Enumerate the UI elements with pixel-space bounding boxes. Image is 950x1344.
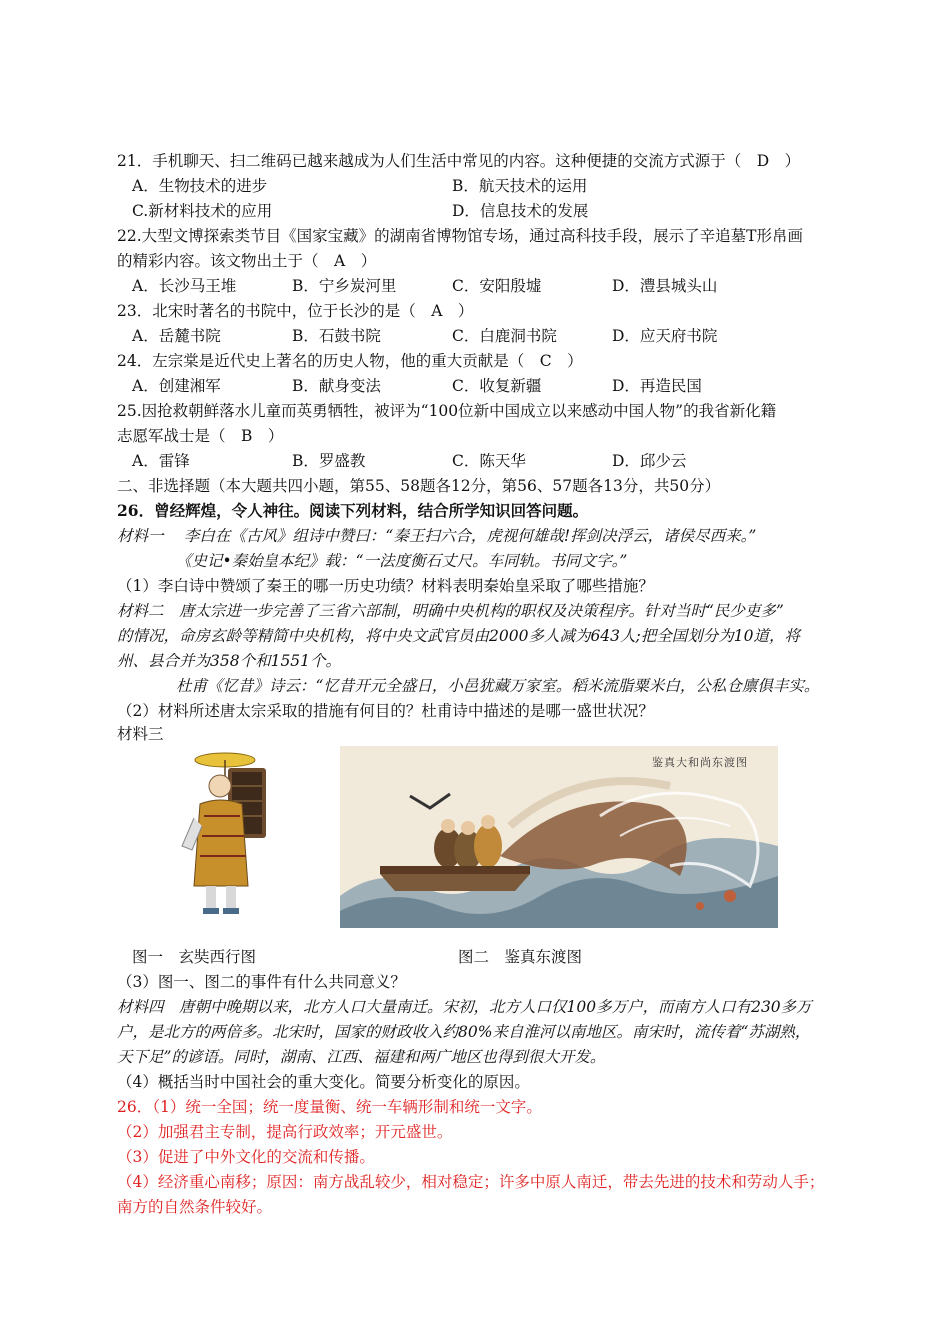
material-3-label: 材料三 [117,725,164,743]
q22-option-b: B．宁乡炭河里 [292,277,397,295]
figure-xuanzang-image [170,746,290,926]
material-1-line2: 《史记•秦始皇本纪》载：“一法度衡石丈尺。车同轨。书同文字。” [176,552,628,570]
q25-option-d: D．邱少云 [612,452,687,470]
q25-option-c: C．陈天华 [452,452,526,470]
q23-option-b: B．石鼓书院 [292,327,381,345]
material-2-line1: 材料二 唐太宗进一步完善了三省六部制，明确中央机构的职权及决策程序。针对当时“民少吏多” [117,602,784,620]
q22-option-a: A．长沙马王堆 [132,277,237,295]
q21-option-d: D．信息技术的发展 [452,202,589,220]
q24-option-d: D．再造民国 [612,377,702,395]
material-4-line1: 材料四 唐朝中晚期以来，北方人口大量南迁。宋初，北方人口仅100多万户，而南方人口有230多万 [117,998,812,1016]
q24-option-c: C．收复新疆 [452,377,542,395]
q26-sub3: （3）图一、图二的事件有什么共同意义？ [117,973,406,991]
answer-4-line2: 南方的自然条件较好。 [117,1198,273,1216]
figure-jianzhen-image [340,746,778,928]
material-2-line3: 州、县合并为358个和1551个。 [117,652,342,670]
material-2-line2: 的情况，命房玄龄等精简中央机构，将中央文武官员由2000多人减为643人;把全国划分为10道，将 [117,627,800,645]
material-2-poem: 杜甫《忆昔》诗云：“忆昔开元全盛日，小邑犹藏万家室。稻米流脂粟米白，公私仓廪俱丰实。 [176,677,820,695]
answer-2: （2）加强君主专制，提高行政效率；开元盛世。 [117,1123,453,1141]
q26-sub4: （4）概括当时中国社会的重大变化。简要分析变化的原因。 [117,1073,530,1091]
material-4-line3: 天下足”的谚语。同时，湖南、江西、福建和两广地区也得到很大开发。 [117,1048,606,1066]
q25-stem-line1: 25.因抢救朝鲜落水儿童而英勇牺牲，被评为“100位新中国成立以来感动中国人物”的我省新化籍 [117,402,777,420]
material-1-line1: 材料一 李白在《古风》组诗中赞曰：“秦王扫六合，虎视何雄哉!挥剑决浮云，诸侯尽西来。” [117,527,757,545]
section-heading: 二、非选择题（本大题共四小题，第55、58题各12分，第56、57题各13分，共50分） [117,477,721,495]
q21-option-b: B．航天技术的运用 [452,177,588,195]
q25-option-a: A．雷锋 [132,452,190,470]
figure-1-caption: 图一 玄奘西行图 [132,948,257,966]
answer-3: （3）促进了中外文化的交流和传播。 [117,1148,375,1166]
q23-option-a: A．岳麓书院 [132,327,221,345]
q22-stem-line2: 的精彩内容。该文物出土于（ A ） [117,252,377,270]
q22-option-c: C．安阳殷墟 [452,277,542,295]
q22-stem-line1: 22.大型文博探索类节目《国家宝藏》的湖南省博物馆专场，通过高科技手段，展示了辛追墓T形帛画 [117,227,803,245]
q22-option-d: D．澧县城头山 [612,277,718,295]
q24-option-a: A．创建湘军 [132,377,221,395]
q26-intro: 26．曾经辉煌，令人神往。阅读下列材料，结合所学知识回答问题。 [117,501,589,520]
figure-jianzhen-inscription: 鉴真大和尚东渡图 [652,756,748,769]
q21-option-a: A．生物技术的进步 [132,177,268,195]
q23-option-c: C．白鹿洞书院 [452,327,557,345]
q24-option-b: B．献身变法 [292,377,381,395]
q25-stem-line2: 志愿军战士是（ B ） [117,427,284,445]
figure-2-caption: 图二 鉴真东渡图 [458,948,583,966]
answer-4-line1: （4）经济重心南移；原因：南方战乱较少，相对稳定；许多中原人南迁，带去先进的技术和劳动人手； [117,1173,825,1191]
q25-option-b: B．罗盛教 [292,452,366,470]
q26-sub2: （2）材料所述唐太宗采取的措施有何目的？杜甫诗中描述的是哪一盛世状况？ [117,702,654,720]
material-4-line2: 户，是北方的两倍多。北宋时，国家的财政收入约80%来自淮河以南地区。南宋时，流传着“苏湖熟， [117,1023,811,1041]
q26-sub1: （1）李白诗中赞颂了秦王的哪一历史功绩？材料表明秦始皇采取了哪些措施？ [117,577,654,595]
answer-1: 26．（1）统一全国；统一度量衡、统一车辆形制和统一文字。 [117,1098,542,1116]
q24-stem: 24．左宗棠是近代史上著名的历史人物，他的重大贡献是（ C ） [117,352,583,370]
q21-stem: 21．手机聊天、扫二维码已越来越成为人们生活中常见的内容。这种便捷的交流方式源于（ D ） [117,152,801,170]
q21-option-c: C.新材料技术的应用 [132,202,273,220]
q23-option-d: D．应天府书院 [612,327,718,345]
q23-stem: 23．北宋时著名的书院中，位于长沙的是（ A ） [117,302,474,320]
